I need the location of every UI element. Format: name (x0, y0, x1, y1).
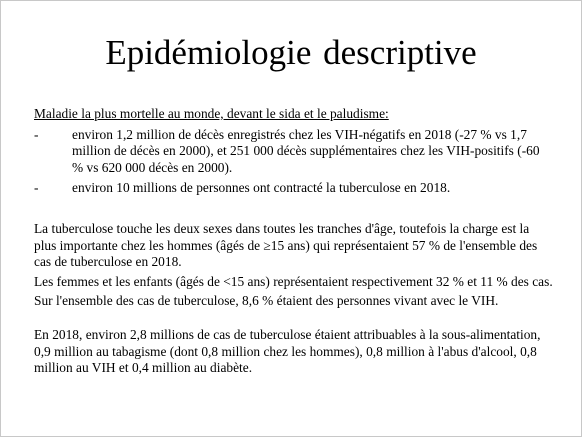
bullet-text: environ 1,2 million de décès enregistrés chez les VIH-négatifs en 2018 (-27 % vs 1,7 million de décès en 2000), et 251 000 décès supplémentaires chez les VIH-positifs (-60 % vs 620 000 décès en 2000). (72, 126, 540, 175)
spacer (34, 201, 554, 221)
bullet-dash: - (34, 180, 39, 196)
paragraph-risk-factors: En 2018, environ 2,8 millions de cas de tuberculose étaient attribuables à la sous-alimentation, 0,9 million au tabagisme (dont 0,8 million chez les hommes), 0,8 million à l'abus d'alcool, 0,8 million au VIH et 0,4 million au diabète. (34, 326, 541, 376)
bullet-item (34, 127, 554, 177)
spacer (34, 310, 554, 327)
bullet-dash: - (34, 126, 39, 142)
paragraph-hiv: Sur l'ensemble des cas de tuberculose, 8,6 % étaient des personnes vivant avec le VIH. (34, 293, 499, 309)
intro-heading: Maladie la plus mortelle au monde, devant le sida et le paludisme: (34, 106, 389, 121)
bullet-list (34, 127, 554, 197)
slide-title: Epidémiologie descriptive (105, 33, 477, 72)
bullet-text: environ 10 millions de personnes ont contracté la tuberculose en 2018. (72, 180, 451, 196)
slide-body (34, 106, 554, 377)
paragraph-sex-age: La tuberculose touche les deux sexes dans toutes les tranches d'âge, toutefois la charge est la plus importante chez les hommes (âgés de ≥15 ans) qui représentaient 57 % de l'ensemble des cas de tuberculose en 2018. (34, 220, 538, 270)
bullet-item (34, 180, 554, 197)
paragraph-women-children: Les femmes et les enfants (âgés de <15 ans) représentaient respectivement 32 % et 11 % des cas. (34, 273, 553, 289)
